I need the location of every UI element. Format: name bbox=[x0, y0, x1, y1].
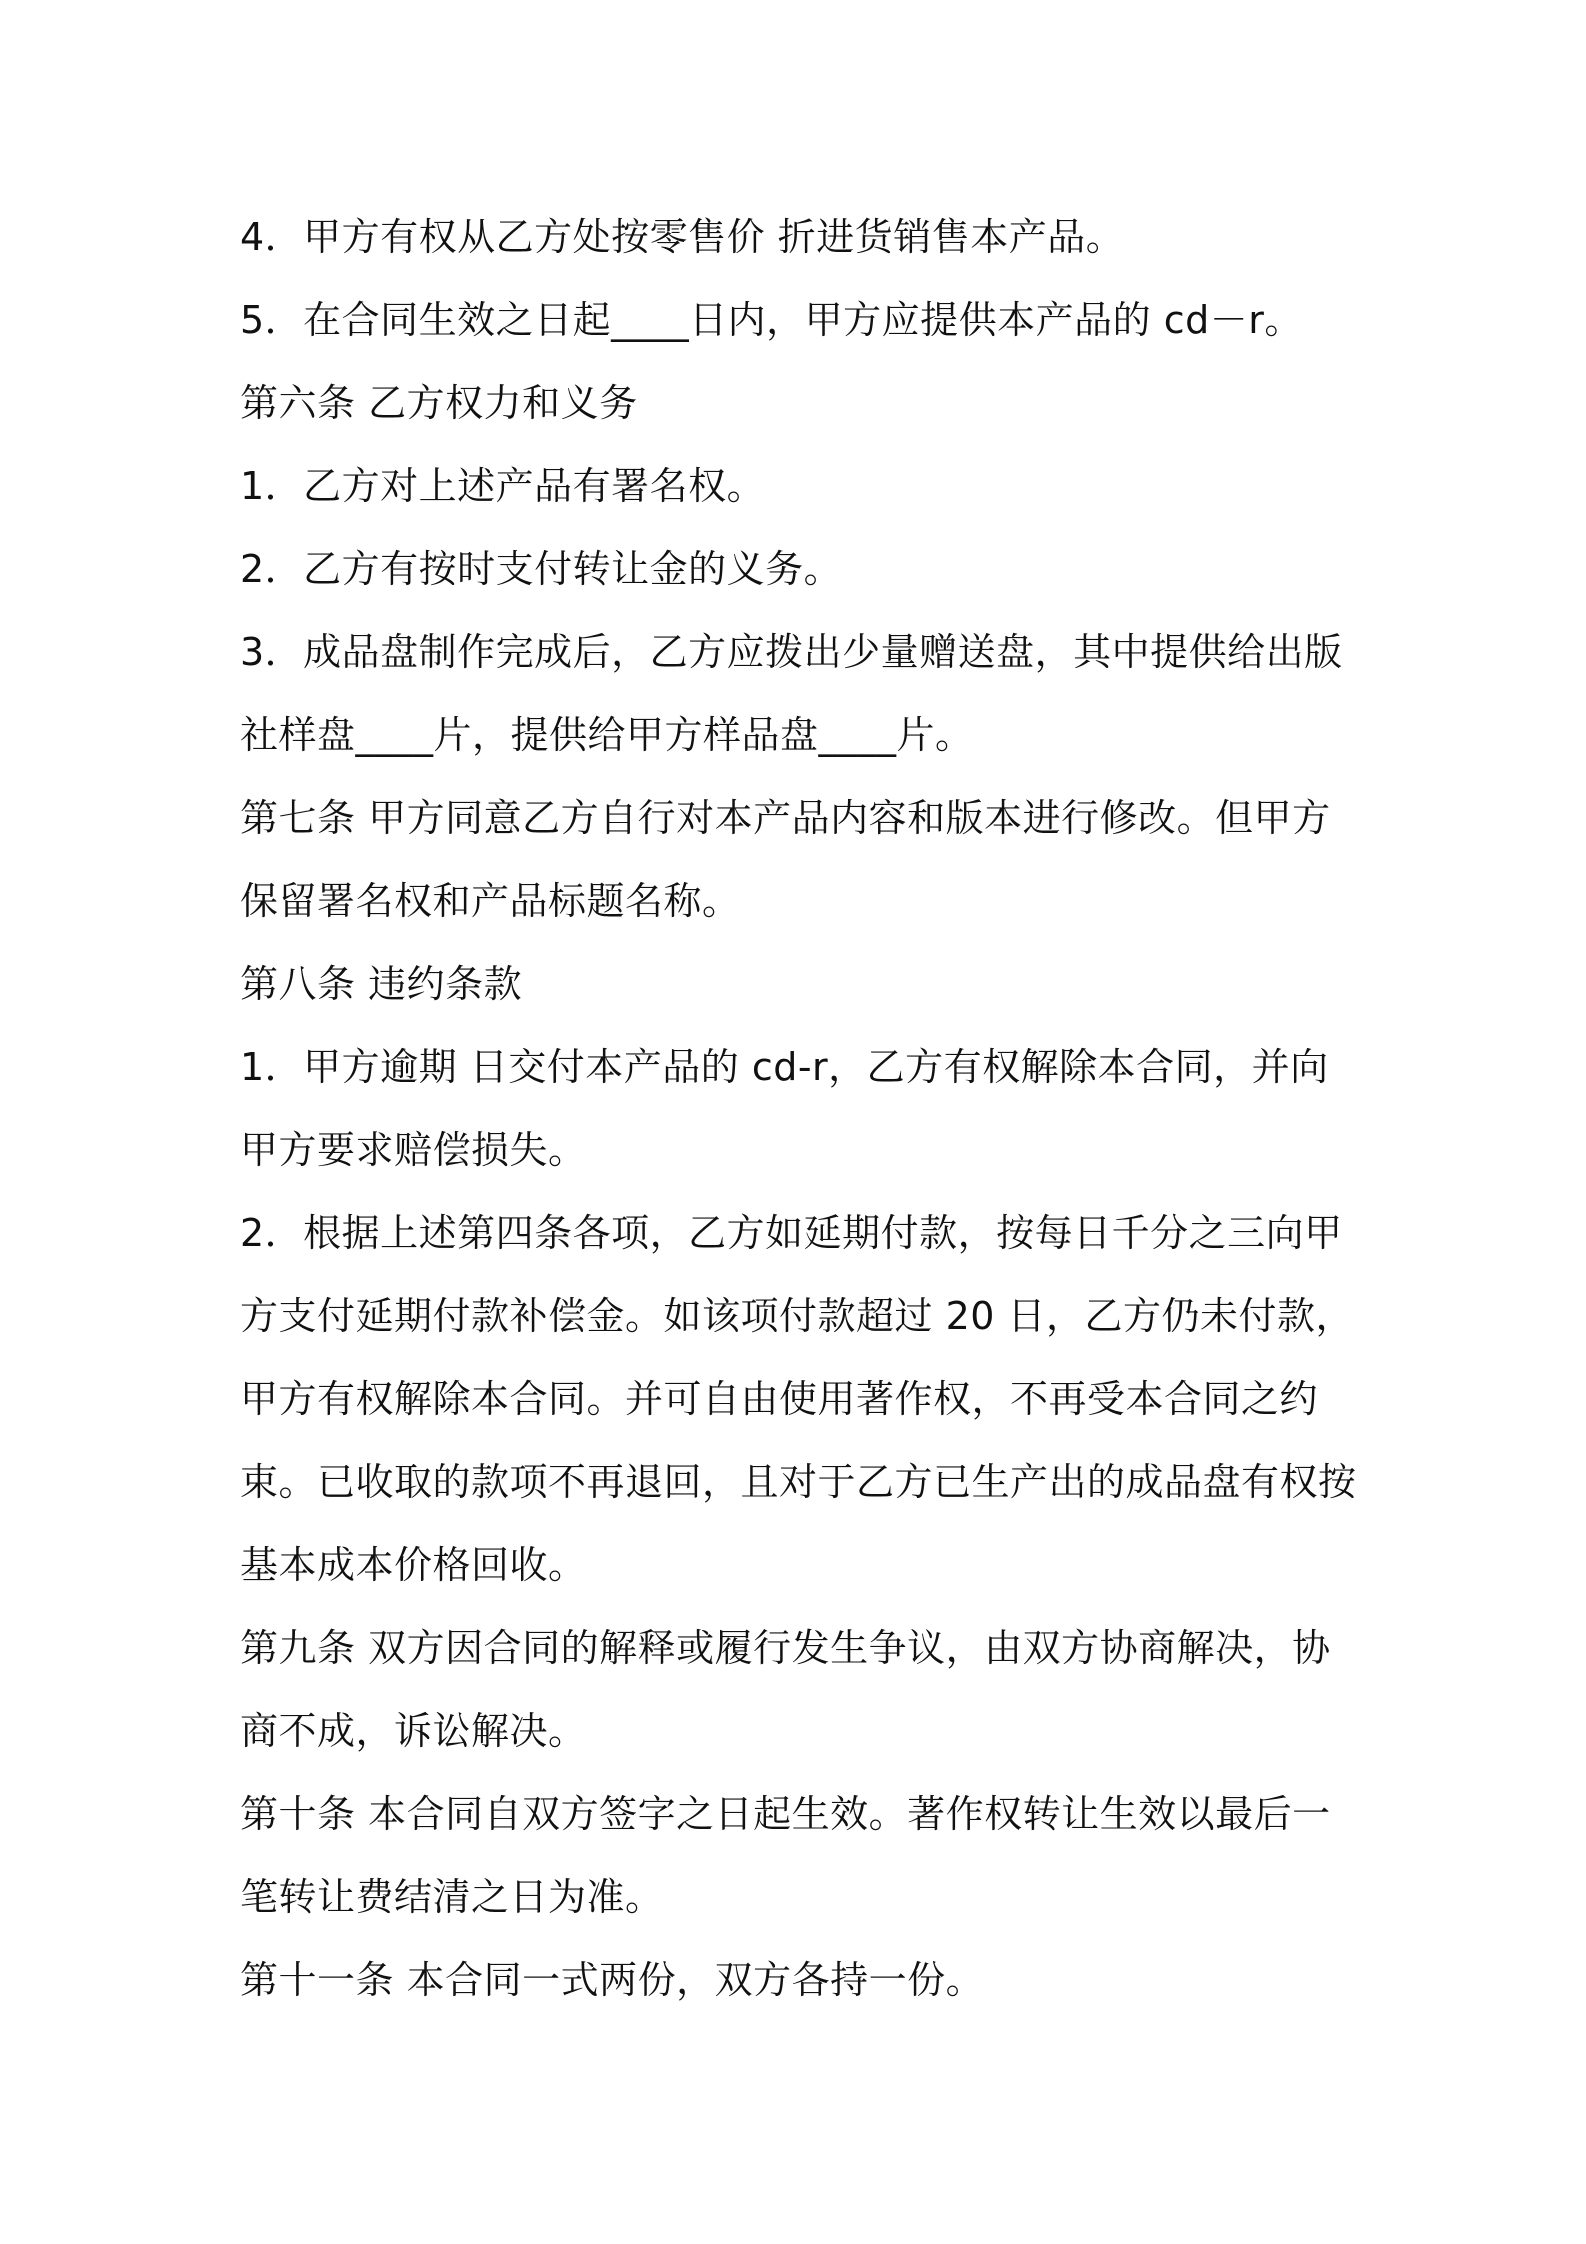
article-6-heading: 第六条 乙方权力和义务 bbox=[240, 381, 638, 425]
article-8-item-1: 1．甲方逾期 日交付本产品的 cd-r，乙方有权解除本合同，并向甲方要求赔偿损失。 bbox=[240, 1045, 1329, 1172]
article-6-item-2: 2．乙方有按时支付转让金的义务。 bbox=[240, 547, 843, 591]
article-8-item-2: 2．根据上述第四条各项，乙方如延期付款，按每日千分之三向甲方支付延期付款补偿金。如该项付款超过 20 日，乙方仍未付款，甲方有权解除本合同。并可自由使用著作权，不再受本合同之约束。已收取的款项不再退回，且对于乙方已生产出的成品盘有权按基本成本价格回收。 bbox=[240, 1211, 1357, 1587]
article-6-item-3: 3．成品盘制作完成后，乙方应拨出少量赠送盘，其中提供给出版社样盘____片，提供给甲方样品盘____片。 bbox=[240, 630, 1343, 757]
clause-5-paragraph: 5．在合同生效之日起____日内，甲方应提供本产品的 cd－r。 bbox=[240, 298, 1303, 342]
clause-4-paragraph: 4．甲方有权从乙方处按零售价 折进货销售本产品。 bbox=[240, 215, 1125, 259]
document-body bbox=[240, 196, 1360, 2022]
article-6-item-1: 1．乙方对上述产品有署名权。 bbox=[240, 464, 766, 508]
article-7-paragraph: 第七条 甲方同意乙方自行对本产品内容和版本进行修改。但甲方保留署名权和产品标题名称。 bbox=[240, 796, 1331, 923]
article-9-paragraph: 第九条 双方因合同的解释或履行发生争议，由双方协商解决，协商不成，诉讼解决。 bbox=[240, 1626, 1331, 1753]
article-11-paragraph: 第十一条 本合同一式两份，双方各持一份。 bbox=[240, 1958, 985, 2002]
article-8-heading: 第八条 违约条款 bbox=[240, 962, 523, 1006]
article-10-paragraph: 第十条 本合同自双方签字之日起生效。著作权转让生效以最后一笔转让费结清之日为准。 bbox=[240, 1792, 1331, 1919]
